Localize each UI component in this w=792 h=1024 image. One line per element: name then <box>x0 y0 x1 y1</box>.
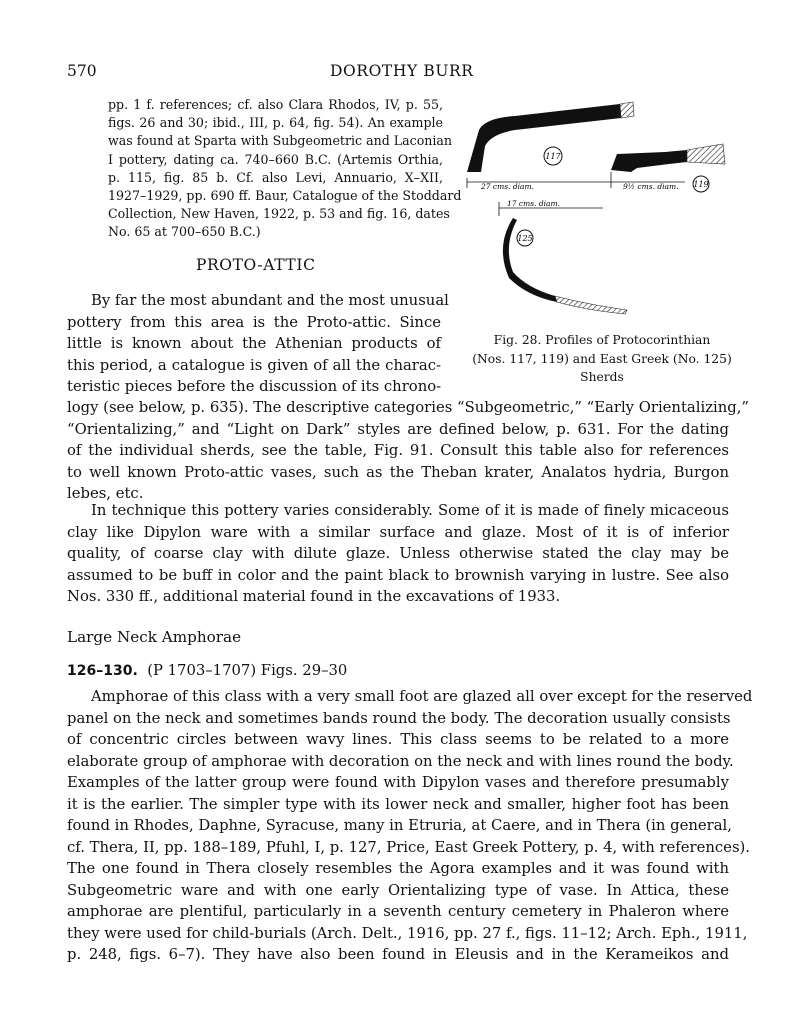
diameter-117-label: 27 cms. diam. <box>481 182 535 191</box>
figure-28-profiles <box>455 96 735 324</box>
body-line: little is known about the Athenian products of <box>67 335 441 352</box>
sherd-125-label: 125 <box>517 234 533 243</box>
body-line: it is the earlier. The simpler type with its lower neck and smaller, higher foot has been <box>67 795 729 813</box>
caption-line: (Nos. 117, 119) and East Greek (No. 125) Sherds <box>472 351 732 384</box>
footnote-line: figs. 26 and 30; ibid., III, p. 64, fig. 54). An example <box>108 115 443 131</box>
page-number: 570 <box>67 62 97 80</box>
footnote-line: I pottery, dating ca. 740–660 B.C. (Artemis Orthia, <box>108 151 443 167</box>
body-line: pottery from this area is the Proto-attic. Since <box>67 313 441 331</box>
body-line: By far the most abundant and the most unusual <box>91 292 449 309</box>
body-line: of concentric circles between wavy lines. This class seems to be related to a more <box>67 731 729 748</box>
body-line: teristic pieces before the discussion of its chrono- <box>67 378 442 395</box>
diameter-125-label: 17 cms. diam. <box>507 199 561 208</box>
sherd-119-profile <box>611 150 687 172</box>
body-line: of the individual sherds, see the table, Fig. 91. Consult this table also for references <box>67 442 729 459</box>
footnote-continuation <box>108 96 462 242</box>
body-line: to well known Proto-attic vases, such as the Theban krater, Analatos hydria, Burgon <box>67 463 729 481</box>
body-line: lebes, etc. <box>67 485 144 502</box>
sherd-125-hatched-edge <box>555 296 627 314</box>
body-line: In technique this pottery varies considerably. Some of it is made of finely micaceous <box>91 502 729 519</box>
paragraph-2 <box>67 500 729 608</box>
footnote-line: Collection, New Haven, 1922, p. 53 and fig. 16, dates <box>108 206 450 222</box>
body-line: Nos. 330 ff., additional material found in the excavations of 1933. <box>67 588 561 605</box>
sherd-125-profile <box>503 218 557 302</box>
footnote-line: 1927–1929, pp. 690 ff. Baur, Catalogue of the Stoddard <box>108 188 462 204</box>
paragraph-1-wide <box>67 397 749 505</box>
footnote-line: was found at Sparta with Subgeometric and Laconian <box>108 133 453 149</box>
body-line: Subgeometric ware and with one early Orientalizing type of vase. In Attica, these <box>67 881 729 899</box>
body-line: amphorae are plentiful, particularly in a seventh century cemetery in Phaleron where <box>67 903 729 920</box>
paragraph-1-narrow <box>67 290 449 398</box>
sherd-117-hatched-edge <box>620 102 634 118</box>
caption-line: Fig. 28. Profiles of Protocorinthian <box>493 333 711 347</box>
sherd-119-hatched-edge <box>687 144 725 164</box>
body-line: Amphorae of this class with a very small foot are glazed all over except for the reserved <box>91 688 753 705</box>
footnote-line: pp. 1 f. references; cf. also Clara Rhodos, IV, p. 55, <box>108 97 443 112</box>
catalogue-entry <box>67 662 347 679</box>
body-line: cf. Thera, II, pp. 188–189, Pfuhl, I, p. 127, Price, East Greek Pottery, p. 4, with references). <box>67 838 751 856</box>
sherd-119-label: 119 <box>693 180 709 189</box>
diameter-119-label: 9½ cms. diam. <box>623 182 679 191</box>
figure-caption <box>452 331 752 387</box>
body-line: quality, of coarse clay with dilute glaze. Unless otherwise stated the clay may be <box>67 545 729 562</box>
entry-inventory: (P 1703–1707) Figs. 29–30 <box>147 662 348 679</box>
sherd-117-profile <box>467 104 621 172</box>
body-line: clay like Dipylon ware with a similar surface and glaze. Most of it is of inferior <box>67 523 729 541</box>
footnote-line: No. 65 at 700–650 B.C.) <box>108 224 261 240</box>
footnote-line: p. 115, fig. 85 b. Cf. also Levi, Annuario, X–XII, <box>108 169 443 185</box>
body-line: this period, a catalogue is given of all the charac- <box>67 356 441 374</box>
body-line: panel on the neck and sometimes bands round the body. The decoration usually consists <box>67 709 731 727</box>
sherd-117-label: 117 <box>545 152 561 161</box>
entry-numbers: 126–130. <box>67 663 138 679</box>
body-line: logy (see below, p. 635). The descriptive categories “Subgeometric,” “Early Orientalizing,” <box>67 399 749 416</box>
running-title: DOROTHY BURR <box>330 62 474 80</box>
section-title: PROTO-ATTIC <box>196 256 316 274</box>
body-line: p. 248, figs. 6–7). They have also been found in Eleusis and in the Kerameikos and <box>67 946 729 963</box>
body-line: Examples of the latter group were found with Dipylon vases and therefore presumably <box>67 774 729 791</box>
subheading: Large Neck Amphorae <box>67 628 242 646</box>
body-line: “Orientalizing,” and “Light on Dark” styles are defined below, p. 631. For the dating <box>67 420 729 438</box>
body-line: The one found in Thera closely resembles the Agora examples and it was found with <box>67 860 729 877</box>
body-line: elaborate group of amphorae with decoration on the neck and with lines round the body. <box>67 752 734 770</box>
body-line: assumed to be buff in color and the paint black to brownish varying in lustre. See also <box>67 566 729 584</box>
paragraph-3 <box>67 686 753 966</box>
body-line: they were used for child-burials (Arch. Delt., 1916, pp. 27 f., figs. 11–12; Arch. Eph., 1911, <box>67 924 748 942</box>
body-line: found in Rhodes, Daphne, Syracuse, many in Etruria, at Caere, and in Thera (in general, <box>67 817 732 834</box>
